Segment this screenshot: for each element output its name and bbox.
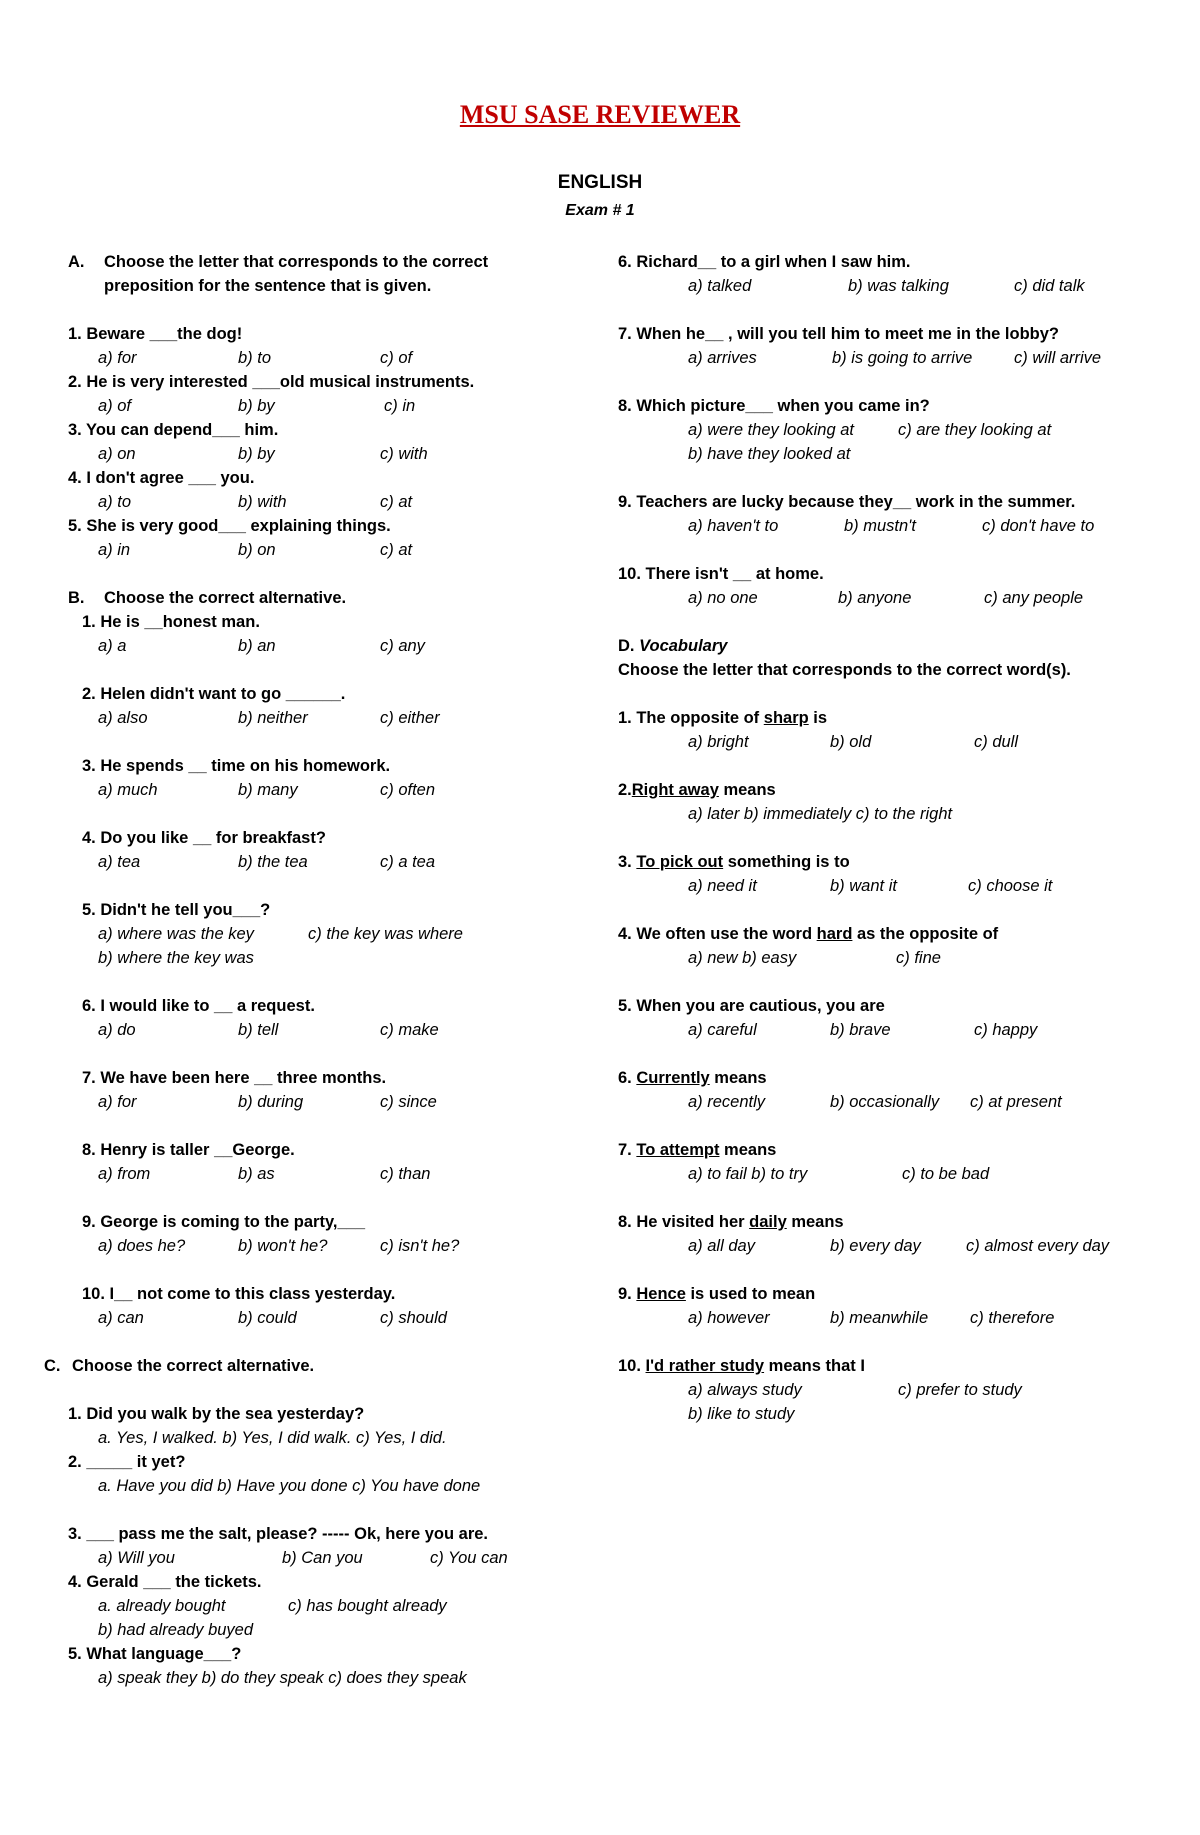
key-word: hard — [816, 925, 853, 943]
question-text: means — [718, 781, 776, 799]
option-c: c) in — [384, 397, 416, 415]
option-a: a) need it — [688, 877, 757, 895]
question-b2: 2. Helen didn't want to go ______. — [82, 685, 346, 703]
question-d8 — [618, 1210, 844, 1234]
option-a: a. already bought — [98, 1597, 226, 1615]
option-c: c) any — [380, 637, 425, 655]
question-text: 9. — [618, 1285, 637, 1303]
option-a: a) haven't to — [688, 517, 779, 535]
option-c: c) with — [380, 445, 428, 463]
options-b10 — [68, 1306, 568, 1330]
option-c: c) should — [380, 1309, 447, 1327]
section-d-heading — [618, 634, 727, 658]
option-c: c) fine — [896, 949, 941, 967]
question-b3: 3. He spends __ time on his homework. — [82, 757, 391, 775]
options-a6 — [618, 274, 1158, 298]
options-b4 — [68, 850, 568, 874]
option-b: b) many — [238, 781, 298, 799]
option-a: a) in — [98, 541, 131, 559]
question-a1: 1. Beware ___the dog! — [68, 325, 243, 343]
document-title: MSU SASE REVIEWER — [459, 100, 741, 129]
question-d6 — [618, 1066, 767, 1090]
option-b: b) by — [238, 397, 275, 415]
option-b: b) was talking — [848, 277, 949, 295]
option-b: b) could — [238, 1309, 297, 1327]
option-b: b) occasionally — [830, 1093, 940, 1111]
question-d3 — [618, 850, 850, 874]
option-a: a) careful — [688, 1021, 757, 1039]
option-b: b) like to study — [688, 1405, 795, 1423]
option-c: c) therefore — [970, 1309, 1055, 1327]
question-a8: 8. Which picture___ when you came in? — [618, 397, 930, 415]
options-d6 — [618, 1090, 1158, 1114]
option-a-b: a) to fail b) to try — [688, 1165, 808, 1183]
question-text: 6. — [618, 1069, 637, 1087]
section-a-instruction-line-1: Choose the letter that corresponds to the correct — [104, 253, 489, 271]
question-d1 — [618, 706, 827, 730]
section-b-instruction: Choose the correct alternative. — [104, 589, 347, 607]
question-text: 10. — [618, 1357, 646, 1375]
option-a: a) much — [98, 781, 158, 799]
option-a: a) also — [98, 709, 148, 727]
option-b: b) meanwhile — [830, 1309, 929, 1327]
option-c: c) happy — [974, 1021, 1038, 1039]
option-c: c) choose it — [968, 877, 1053, 895]
key-word: Hence — [636, 1285, 686, 1303]
options-a1 — [68, 346, 568, 370]
question-text: 1. The opposite of — [618, 709, 764, 727]
section-d-instruction: Choose the letter that corresponds to the correct word(s). — [618, 661, 1071, 679]
options-a4 — [68, 490, 568, 514]
question-text: 8. He visited her — [618, 1213, 750, 1231]
option-c: c) than — [380, 1165, 431, 1183]
options-c5: a) speak they b) do they speak c) does they speak — [98, 1669, 467, 1687]
option-b: b) neither — [238, 709, 308, 727]
options-b2 — [68, 706, 568, 730]
option-c: c) of — [380, 349, 413, 367]
exam-number: Exam # 1 — [565, 202, 635, 219]
question-d2 — [618, 778, 776, 802]
options-a10 — [618, 586, 1158, 610]
question-a2: 2. He is very interested ___old musical instruments. — [68, 373, 475, 391]
options-c3 — [68, 1546, 568, 1570]
options-a9 — [618, 514, 1158, 538]
option-a: a) talked — [688, 277, 752, 295]
section-a-instruction-line-2: preposition for the sentence that is given. — [104, 277, 432, 295]
section-a-letter: A. — [68, 253, 85, 271]
option-a: a) can — [98, 1309, 144, 1327]
option-c: c) isn't he? — [380, 1237, 460, 1255]
subject-heading: ENGLISH — [557, 172, 643, 193]
key-word: Right away — [631, 781, 719, 799]
question-c4: 4. Gerald ___ the tickets. — [68, 1573, 262, 1591]
option-a: a) always study — [688, 1381, 802, 1399]
options-b1 — [68, 634, 568, 658]
option-b: b) Can you — [282, 1549, 363, 1567]
option-a: a) for — [98, 349, 137, 367]
option-c: c) either — [380, 709, 440, 727]
question-a3: 3. You can depend___ him. — [68, 421, 279, 439]
question-c5: 5. What language___? — [68, 1645, 242, 1663]
option-a: a) were they looking at — [688, 421, 855, 439]
option-b: b) is going to arrive — [832, 349, 973, 367]
key-word: Currently — [636, 1069, 710, 1087]
option-a: a) to — [98, 493, 132, 511]
question-b5: 5. Didn't he tell you___? — [82, 901, 271, 919]
option-b: b) to — [238, 349, 272, 367]
option-c: c) at — [380, 493, 413, 511]
options-d3 — [618, 874, 1158, 898]
options-c2: a. Have you did b) Have you done c) You have done — [98, 1477, 481, 1495]
option-b: b) where the key was — [98, 949, 254, 967]
option-b: b) the tea — [238, 853, 308, 871]
options-d1 — [618, 730, 1158, 754]
question-b10: 10. I__ not come to this class yesterday. — [82, 1285, 396, 1303]
options-a5 — [68, 538, 568, 562]
option-b: b) on — [238, 541, 276, 559]
option-a: a) on — [98, 445, 136, 463]
question-text: something is to — [723, 853, 850, 871]
option-c: c) the key was where — [308, 925, 463, 943]
option-a: a) however — [688, 1309, 770, 1327]
option-b: b) tell — [238, 1021, 279, 1039]
option-c: c) to be bad — [902, 1165, 990, 1183]
options-a2 — [68, 394, 568, 418]
section-c-instruction: Choose the correct alternative. — [72, 1357, 315, 1375]
option-a: a) a — [98, 637, 127, 655]
option-a: a) bright — [688, 733, 749, 751]
option-c: c) at — [380, 541, 413, 559]
question-b1: 1. He is __honest man. — [82, 613, 260, 631]
option-c: c) You can — [430, 1549, 508, 1567]
question-a4: 4. I don't agree ___ you. — [68, 469, 255, 487]
question-b4: 4. Do you like __ for breakfast? — [82, 829, 326, 847]
question-c2: 2. _____ it yet? — [68, 1453, 186, 1471]
option-a: a) from — [98, 1165, 151, 1183]
option-b: b) an — [238, 637, 276, 655]
option-a: a) do — [98, 1021, 136, 1039]
option-b: b) during — [238, 1093, 304, 1111]
options-b8 — [68, 1162, 568, 1186]
option-a: a) arrives — [688, 349, 757, 367]
section-b-letter: B. — [68, 589, 85, 607]
question-a9: 9. Teachers are lucky because they__ work in the summer. — [618, 493, 1076, 511]
question-d5: 5. When you are cautious, you are — [618, 997, 885, 1015]
option-a: a) recently — [688, 1093, 766, 1111]
key-word: To pick out — [636, 853, 724, 871]
option-b: b) have they looked at — [688, 445, 851, 463]
option-c: c) since — [380, 1093, 437, 1111]
option-a: a) no one — [688, 589, 758, 607]
option-c: c) has bought already — [288, 1597, 447, 1615]
question-text: 7. — [618, 1141, 637, 1159]
key-word: To attempt — [636, 1141, 720, 1159]
option-c: c) often — [380, 781, 436, 799]
section-d-name: Vocabulary — [639, 637, 728, 655]
question-d10 — [618, 1354, 865, 1378]
option-a: a) of — [98, 397, 132, 415]
question-text: is used to mean — [685, 1285, 816, 1303]
question-b6: 6. I would like to __ a request. — [82, 997, 315, 1015]
options-d5 — [618, 1018, 1158, 1042]
question-text: 4. We often use the word — [618, 925, 817, 943]
options-d2: a) later b) immediately c) to the right — [688, 805, 953, 823]
option-b: b) with — [238, 493, 287, 511]
question-a5: 5. She is very good___ explaining things. — [68, 517, 391, 535]
key-word: I'd rather study — [645, 1357, 765, 1375]
option-c: c) dull — [974, 733, 1019, 751]
options-b7 — [68, 1090, 568, 1114]
options-d8 — [618, 1234, 1178, 1258]
options-a7 — [618, 346, 1158, 370]
option-a: a) where was the key — [98, 925, 254, 943]
option-b: b) brave — [830, 1021, 891, 1039]
question-c1: 1. Did you walk by the sea yesterday? — [68, 1405, 365, 1423]
option-b: b) won't he? — [238, 1237, 328, 1255]
option-a: a) for — [98, 1093, 137, 1111]
option-b: b) anyone — [838, 589, 912, 607]
question-a7: 7. When he__ , will you tell him to meet me in the lobby? — [618, 325, 1059, 343]
question-text: means — [786, 1213, 844, 1231]
options-b3 — [68, 778, 568, 802]
option-a: a) does he? — [98, 1237, 186, 1255]
question-c3: 3. ___ pass me the salt, please? ----- Ok, here you are. — [68, 1525, 489, 1543]
section-c-letter: C. — [44, 1357, 61, 1375]
options-a8 — [618, 418, 1158, 442]
question-text: is — [808, 709, 828, 727]
option-a: a) tea — [98, 853, 141, 871]
question-text: as the opposite of — [852, 925, 999, 943]
question-text: 3. — [618, 853, 637, 871]
option-c: c) at present — [970, 1093, 1062, 1111]
option-c: c) any people — [984, 589, 1084, 607]
options-c1: a. Yes, I walked. b) Yes, I did walk. c) Yes, I did. — [98, 1429, 447, 1447]
question-text: means — [709, 1069, 767, 1087]
options-a3 — [68, 442, 568, 466]
question-a10: 10. There isn't __ at home. — [618, 565, 824, 583]
options-d4 — [618, 946, 1158, 970]
option-b: b) had already buyed — [98, 1621, 254, 1639]
option-b: b) as — [238, 1165, 275, 1183]
option-a-b: a) new b) easy — [688, 949, 797, 967]
option-c: c) will arrive — [1014, 349, 1102, 367]
section-d-letter: D. — [618, 637, 635, 655]
options-d9 — [618, 1306, 1158, 1330]
options-b5 — [68, 922, 568, 946]
question-text: means that I — [764, 1357, 865, 1375]
question-b7: 7. We have been here __ three months. — [82, 1069, 387, 1087]
options-d10 — [618, 1378, 1158, 1402]
option-c: c) are they looking at — [898, 421, 1052, 439]
option-c: c) almost every day — [966, 1237, 1110, 1255]
option-c: c) did talk — [1014, 277, 1085, 295]
question-d9 — [618, 1282, 815, 1306]
option-a: a) all day — [688, 1237, 755, 1255]
question-text: means — [719, 1141, 777, 1159]
question-d4 — [618, 922, 998, 946]
option-b: b) mustn't — [844, 517, 916, 535]
key-word: sharp — [763, 709, 809, 727]
option-b: b) every day — [830, 1237, 921, 1255]
option-c: c) a tea — [380, 853, 436, 871]
option-b: b) want it — [830, 877, 897, 895]
option-c: c) prefer to study — [898, 1381, 1022, 1399]
question-b8: 8. Henry is taller __George. — [82, 1141, 295, 1159]
options-b9 — [68, 1234, 568, 1258]
options-d7 — [618, 1162, 1158, 1186]
options-c4 — [68, 1594, 568, 1618]
option-b: b) old — [830, 733, 872, 751]
key-word: daily — [749, 1213, 787, 1231]
question-d7 — [618, 1138, 776, 1162]
question-text: 2. — [618, 781, 632, 799]
option-c: c) make — [380, 1021, 439, 1039]
options-b6 — [68, 1018, 568, 1042]
option-a: a) Will you — [98, 1549, 175, 1567]
question-a6: 6. Richard__ to a girl when I saw him. — [618, 253, 911, 271]
option-c: c) don't have to — [982, 517, 1095, 535]
question-b9: 9. George is coming to the party,___ — [82, 1213, 366, 1231]
option-b: b) by — [238, 445, 275, 463]
